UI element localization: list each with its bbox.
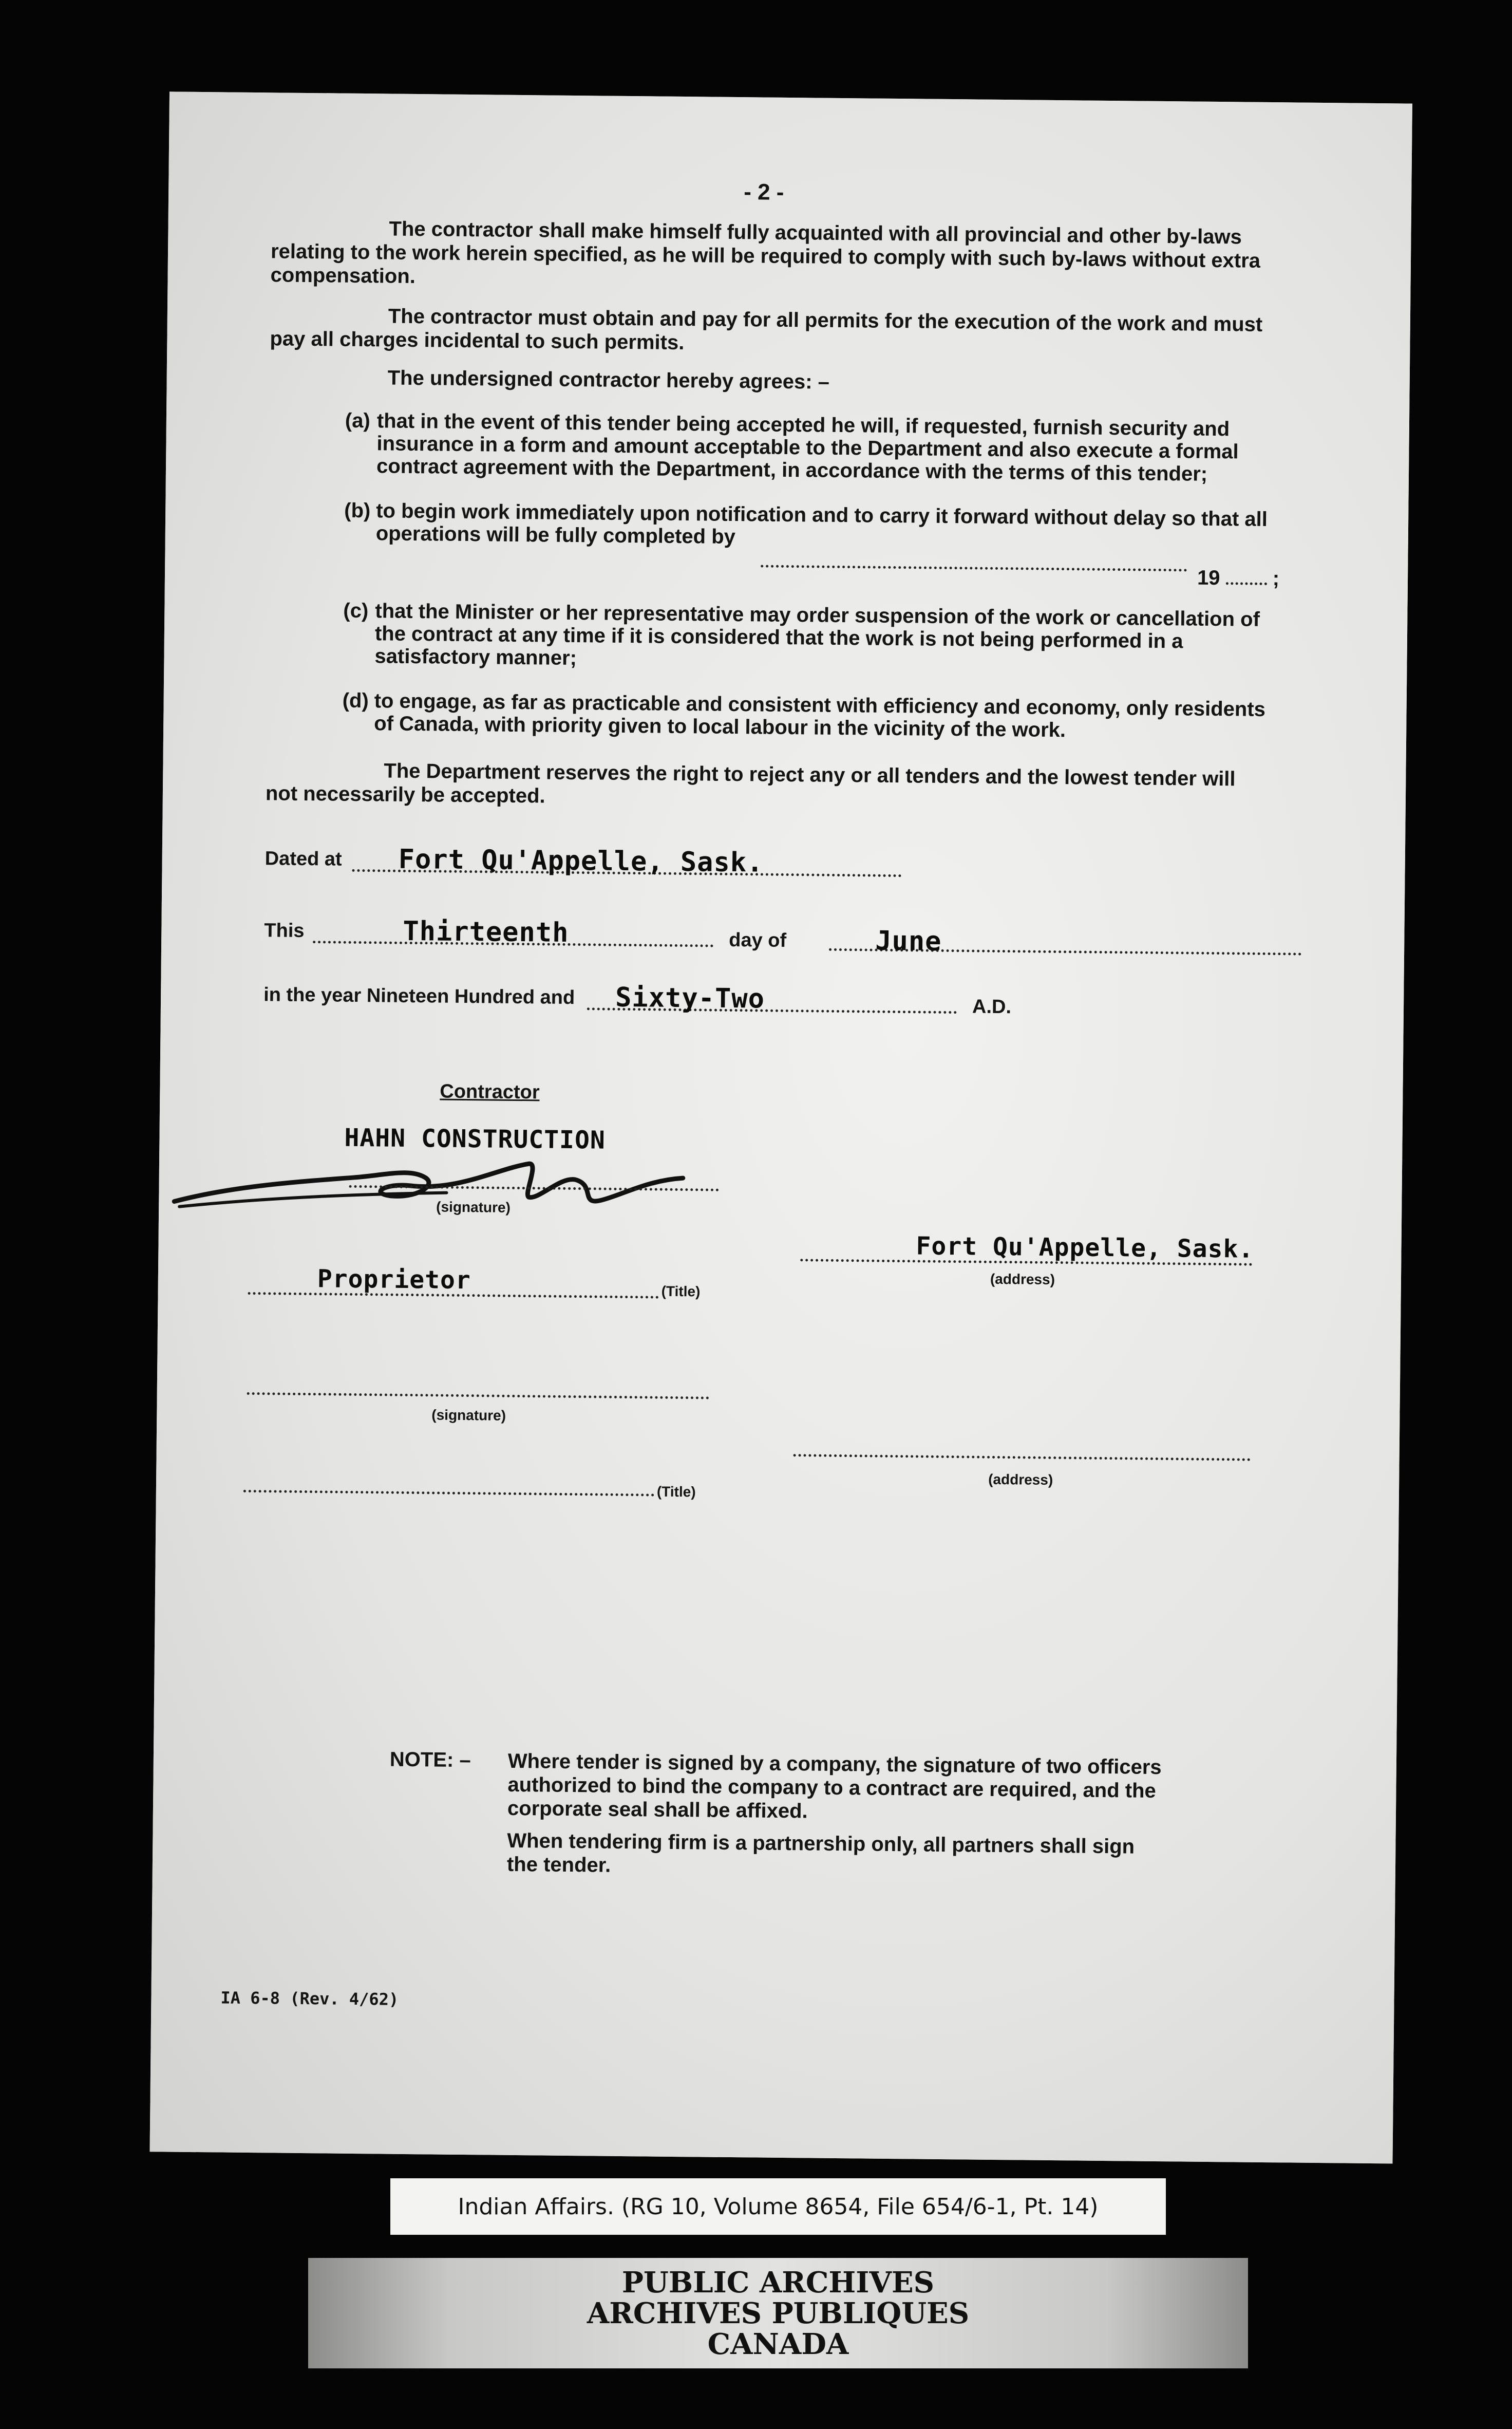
title-label: (Title) — [661, 1283, 701, 1300]
clause-d — [342, 689, 1273, 743]
permits-paragraph: The contractor must obtain and pay for all permits for the execution of the work and must pay all charges incidental to such permits. — [270, 305, 1263, 354]
ad-label: A.D. — [972, 996, 1012, 1018]
this-label: This — [264, 920, 305, 942]
department-reserve-paragraph: The Department reserves the right to reject any or all tenders and the lowest tender will not necessarily be accepted. — [265, 759, 1236, 808]
day-of-label: day of — [729, 929, 787, 951]
page-number: - 2 - — [743, 179, 784, 205]
clause-b — [344, 499, 1275, 553]
archive-line-3: CANADA — [707, 2327, 849, 2361]
company-name: HAHN CONSTRUCTION — [344, 1123, 606, 1155]
note-label: NOTE: – — [389, 1748, 471, 1772]
archive-reference: Indian Affairs. (RG 10, Volume 8654, File 654/6-1, Pt. 14) — [458, 2193, 1099, 2220]
note-company-text: Where tender is signed by a company, the signature of two officers authorized to bind the company to a contract are required, and the corporate seal shall be affixed. — [507, 1749, 1162, 1823]
clause-letter: (b) — [344, 499, 371, 522]
second-title-label: (Title) — [656, 1483, 696, 1500]
day-value: Thirteenth — [403, 915, 569, 948]
document-page — [150, 91, 1412, 2163]
year-value: Sixty-Two — [615, 982, 765, 1015]
bylaws-paragraph: The contractor shall make himself fully acquainted with all provincial and other by-laws relating to the work herein specified, as he will be required to comply with such by-laws without extra compensation. — [270, 217, 1261, 288]
clause-text: that the Minister or her representative may order suspension of the work or cancellation of the contract at any time if it is considered that the work is not being performed in a satisfactory manner; — [374, 600, 1260, 670]
agrees-paragraph: The undersigned contractor hereby agrees: – — [387, 366, 830, 394]
month-value: June — [875, 925, 942, 957]
second-signature-line — [247, 1392, 709, 1399]
dated-at-value: Fort Qu'Appelle, Sask. — [398, 844, 764, 879]
form-number: IA 6-8 (Rev. 4/62) — [220, 1988, 399, 2009]
completion-year — [1197, 567, 1280, 591]
second-address-line — [793, 1454, 1251, 1461]
year-prefix: 19 — [1197, 566, 1220, 590]
public-archives-stamp — [308, 2258, 1248, 2368]
clause-a — [345, 409, 1276, 486]
archive-reference-label — [390, 2178, 1166, 2235]
title-value: Proprietor — [317, 1264, 471, 1295]
year-label: in the year Nineteen Hundred and — [263, 984, 575, 1009]
clause-text: that in the event of this tender being accepted he will, if requested, furnish security and insurance in a form and amount acceptable to the Department and also execute a formal contract agreement with the Department, in accordance with the terms of this tender; — [376, 409, 1239, 485]
clause-letter: (c) — [343, 599, 369, 623]
signature-label: (signature) — [436, 1199, 511, 1216]
clause-end: ; — [1272, 567, 1280, 590]
second-signature-label: (signature) — [431, 1407, 506, 1424]
clause-text: to begin work immediately upon notification and to carry it forward without delay so that all operations will be fully completed by — [375, 499, 1268, 549]
clause-text: to engage, as far as practicable and consistent with efficiency and economy, only residents of Canada, with priority given to local labour in the vicinity of the work. — [374, 689, 1266, 742]
note-partnership-text: When tendering firm is a partnership only, all partners shall sign the tender. — [506, 1829, 1135, 1877]
second-title-line — [243, 1490, 654, 1497]
archive-line-1: PUBLIC ARCHIVES — [621, 2266, 935, 2300]
address-label: (address) — [990, 1270, 1055, 1288]
dated-at-label: Dated at — [264, 848, 342, 870]
second-address-label: (address) — [988, 1471, 1053, 1488]
clause-letter: (a) — [345, 409, 371, 433]
archive-line-2: ARCHIVES PUBLIQUES — [587, 2296, 970, 2330]
clause-letter: (d) — [342, 689, 369, 713]
address-value: Fort Qu'Appelle, Sask. — [916, 1231, 1254, 1264]
clause-c — [343, 599, 1274, 676]
contractor-heading: Contractor — [440, 1080, 540, 1104]
